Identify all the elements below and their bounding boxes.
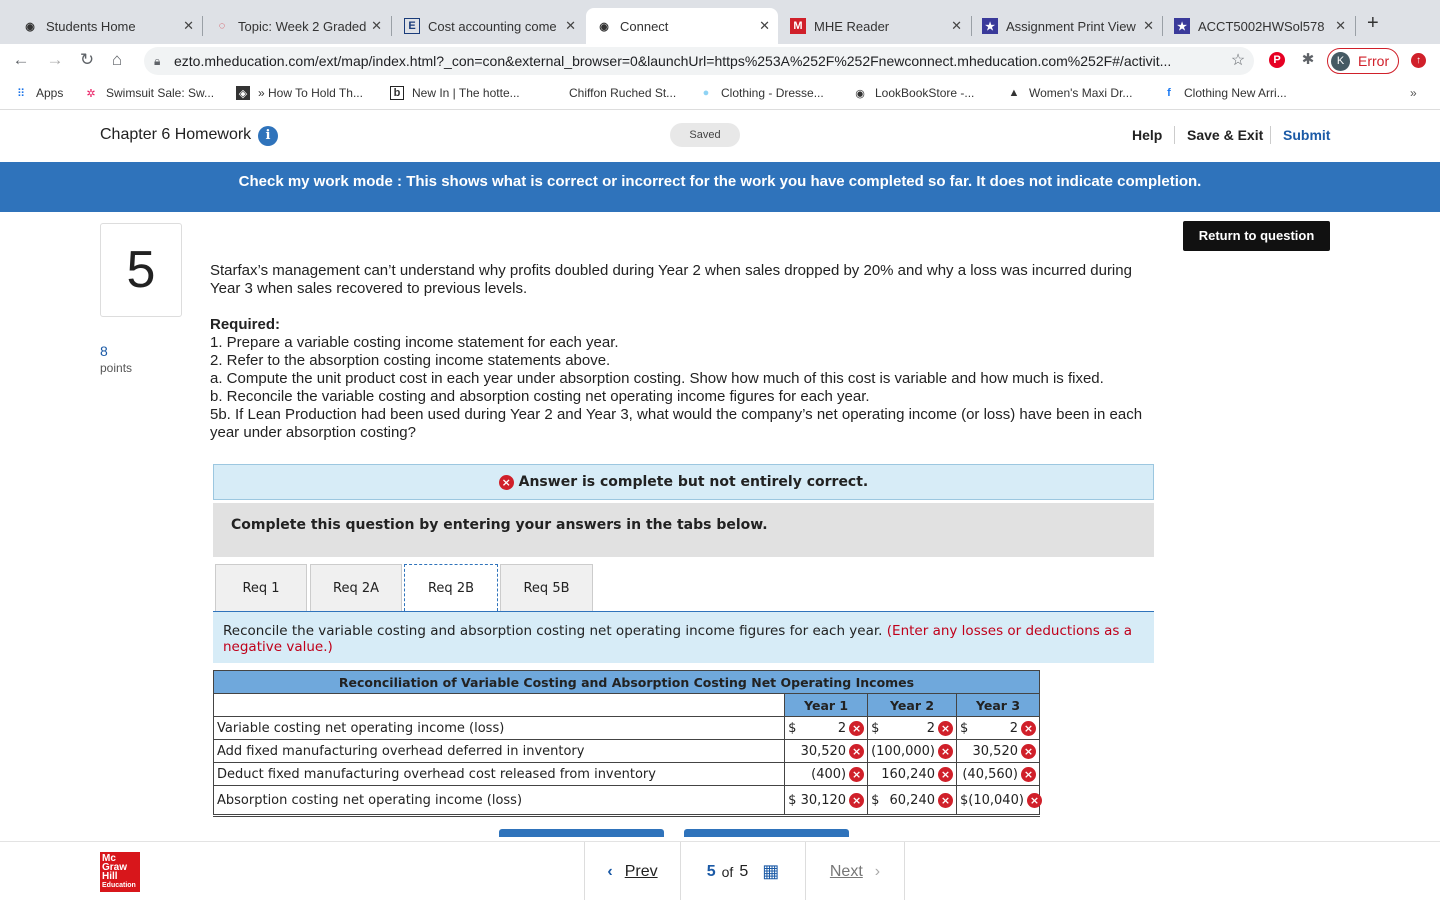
table-title: Reconciliation of Variable Costing and Absorption Costing Net Operating Incomes	[214, 671, 1040, 694]
incorrect-icon: ×	[1027, 793, 1042, 808]
row-label: Deduct fixed manufacturing overhead cost released from inventory	[214, 763, 785, 786]
incorrect-icon: ×	[938, 744, 953, 759]
incorrect-icon: ×	[849, 793, 864, 808]
tab-instruction	[213, 611, 1154, 663]
incorrect-icon: ×	[938, 721, 953, 736]
mcgraw-hill-logo: Mc Graw Hill Education	[100, 852, 140, 892]
saved-status: Saved	[670, 123, 740, 147]
year-header: Year 2	[868, 694, 957, 717]
m-icon: M	[790, 18, 806, 34]
bookmarks-bar	[0, 78, 1440, 110]
required-item: 5b. If Lean Production had been used during Year 2 and Year 3, what would the company’s net operating income (or loss) have been in each year under absorption costing?	[210, 406, 1143, 441]
grid-icon[interactable]: ▦	[762, 861, 780, 881]
triangle-icon: ▲	[1008, 87, 1020, 99]
answer-cell[interactable]: $ (10,040) ×	[957, 786, 1040, 816]
bookmark-item[interactable]: ▲ Women's Maxi Dr...	[1008, 86, 1133, 100]
incorrect-icon: ×	[1021, 767, 1036, 782]
question-number: 5	[100, 223, 182, 317]
close-icon[interactable]: ✕	[183, 18, 194, 33]
points-value: 8	[100, 343, 108, 359]
complete-instructions: Complete this question by entering your answers in the tabs below.	[213, 503, 1154, 557]
row-label: Add fixed manufacturing overhead deferred in inventory	[214, 740, 785, 763]
forward-icon[interactable]: →	[46, 50, 64, 69]
apps-grid-icon: ⠿	[16, 87, 26, 100]
answer-status-bar	[213, 464, 1154, 500]
address-bar[interactable]	[144, 47, 1254, 75]
tab-req-5b[interactable]: Req 5B	[500, 564, 593, 611]
tab-req-2b[interactable]: Req 2B	[404, 564, 498, 611]
e-icon: E	[404, 18, 420, 34]
answer-cell[interactable]: $ 2 ×	[957, 717, 1040, 740]
lock-icon: 🔒︎	[154, 54, 161, 68]
incorrect-icon: ×	[938, 793, 953, 808]
incorrect-icon: ×	[849, 744, 864, 759]
facebook-icon: f	[1167, 87, 1171, 99]
bookmark-apps[interactable]: ⠿ Apps	[14, 86, 63, 100]
reconciliation-table	[213, 670, 1040, 817]
instruction-note: (Enter any losses or deductions as a negative value.)	[223, 623, 1132, 655]
globe-icon: ◉	[855, 87, 865, 100]
browser-tab[interactable]: ◉ Students Home ✕	[12, 8, 202, 44]
extensions-icon[interactable]: ✱	[1301, 51, 1315, 68]
back-icon[interactable]: ←	[12, 50, 30, 69]
close-icon[interactable]: ✕	[759, 18, 770, 33]
required-label: Required:	[210, 316, 281, 333]
answer-cell[interactable]: 30,520 ×	[785, 740, 868, 763]
globe-icon: ◉	[25, 20, 35, 33]
answer-cell[interactable]: $ 30,120 ×	[785, 786, 868, 816]
required-item: 2. Refer to the absorption costing income statements above.	[210, 352, 611, 369]
footer-nav	[0, 841, 1440, 900]
tab-req-1[interactable]: Req 1	[215, 564, 307, 611]
table-row	[214, 717, 1040, 740]
chevron-right-icon: ›	[874, 862, 881, 880]
home-icon[interactable]: ⌂	[111, 50, 123, 69]
browser-tab[interactable]: ◌ Topic: Week 2 Graded ✕	[204, 8, 390, 44]
incorrect-icon: ×	[849, 721, 864, 736]
page-title: Chapter 6 Homework	[100, 126, 252, 143]
return-to-question-button[interactable]: Return to question	[1183, 221, 1330, 251]
close-icon[interactable]: ✕	[1143, 18, 1154, 33]
browser-toolbar	[0, 44, 1440, 78]
tab-req-2a[interactable]: Req 2A	[310, 564, 402, 611]
bookmark-star-icon[interactable]: ☆	[1230, 52, 1246, 69]
info-icon[interactable]: i	[258, 126, 278, 146]
year-header: Year 3	[957, 694, 1040, 717]
table-row	[214, 763, 1040, 786]
answer-cell[interactable]: $ 2 ×	[785, 717, 868, 740]
submit-link[interactable]: Submit	[1283, 127, 1331, 143]
answer-cell[interactable]: 30,520 ×	[957, 740, 1040, 763]
browser-tab[interactable]: E Cost accounting come ✕	[394, 8, 584, 44]
answer-status-text: Answer is complete but not entirely correct.	[518, 474, 869, 490]
answer-cell[interactable]: $ 2 ×	[868, 717, 957, 740]
year-header: Year 1	[785, 694, 868, 717]
pinterest-icon[interactable]: P	[1269, 52, 1285, 68]
update-icon[interactable]: ↑	[1411, 53, 1426, 68]
table-row	[214, 786, 1040, 816]
b-icon: b	[390, 86, 404, 100]
incorrect-icon: ×	[849, 767, 864, 782]
app-header	[0, 110, 1440, 162]
answer-cell[interactable]: $ 60,240 ×	[868, 786, 957, 816]
incorrect-icon: ×	[938, 767, 953, 782]
browser-tab-strip	[0, 0, 1440, 44]
required-item: a. Compute the unit product cost in each year under absorption costing. Show how much of this cost is variable and how much is fixed.	[210, 370, 1104, 387]
instruction-text: Reconcile the variable costing and absorption costing net operating income figures for each year.	[223, 623, 883, 639]
flower-icon: ✲	[86, 87, 96, 100]
profile-status: Error	[1358, 53, 1390, 69]
check-work-banner: Check my work mode : This shows what is correct or incorrect for the work you have completed so far. It does not indicate completion.	[0, 162, 1440, 212]
chevron-left-icon: ‹	[607, 862, 613, 880]
bookmark-item[interactable]: b New In | The hotte...	[390, 86, 520, 100]
browser-tab[interactable]: M MHE Reader ✕	[780, 8, 970, 44]
spinner-icon: ◌	[218, 20, 226, 32]
table-row	[214, 740, 1040, 763]
star-icon: ★	[1174, 18, 1190, 34]
browser-tab[interactable]: ★ Assignment Print View ✕	[972, 8, 1162, 44]
bookmark-item[interactable]: f Clothing New Arri...	[1162, 86, 1287, 100]
question-intro: Starfax’s management can’t understand why profits doubled during Year 2 when sales dropped by 20% and why a loss was incurred during Year 3 when sales recovered to previous levels.	[210, 262, 1132, 297]
prev-tab-button[interactable]	[499, 829, 664, 837]
page-indicator[interactable]: 5 of 5 ▦	[680, 842, 805, 900]
next-tab-button[interactable]	[684, 829, 849, 837]
save-exit-link[interactable]: Save & Exit	[1187, 127, 1264, 143]
incorrect-icon: ×	[1021, 721, 1036, 736]
browser-tab-active[interactable]: ◉ Connect ✕	[586, 8, 778, 44]
avatar: K	[1331, 52, 1350, 71]
site-icon: ◈	[236, 86, 250, 100]
answer-cell[interactable]: (400) ×	[785, 763, 868, 786]
incorrect-icon: ×	[499, 475, 514, 490]
cloud-icon: ●	[702, 87, 710, 99]
required-item: b. Reconcile the variable costing and absorption costing net operating income figures for each year.	[210, 388, 870, 405]
next-button[interactable]: Next ›	[805, 842, 905, 900]
browser-tab[interactable]: ★ ACCT5002HWSol578 ✕	[1164, 8, 1354, 44]
close-icon[interactable]: ✕	[1335, 18, 1346, 33]
bookmarks-more[interactable]: »	[1410, 86, 1417, 100]
row-label: Variable costing net operating income (loss)	[214, 717, 785, 740]
answer-cell[interactable]: (100,000) ×	[868, 740, 957, 763]
new-tab-button[interactable]: +	[1367, 12, 1379, 34]
prev-button[interactable]: ‹ Prev	[584, 842, 680, 900]
star-icon: ★	[982, 18, 998, 34]
points-label: points	[100, 361, 133, 375]
close-icon[interactable]: ✕	[951, 18, 962, 33]
required-item: 1. Prepare a variable costing income statement for each year.	[210, 334, 619, 351]
url-text: ezto.mheducation.com/ext/map/index.html?_con=con&external_browser=0&launchUrl=https%253A%252F%252Fnewconnect.mheducation.com%252F#/activit...	[174, 53, 1172, 69]
bookmark-item[interactable]: Chiffon Ruched St...	[569, 86, 677, 100]
bookmark-item[interactable]: ● Clothing - Dresse...	[699, 86, 824, 100]
close-icon[interactable]: ✕	[371, 18, 382, 33]
bookmark-item[interactable]: ◉ LookBookStore -...	[853, 86, 974, 100]
close-icon[interactable]: ✕	[565, 18, 576, 33]
help-link[interactable]: Help	[1132, 127, 1163, 143]
row-label: Absorption costing net operating income (loss)	[214, 786, 785, 816]
reload-icon[interactable]: ↻	[79, 50, 95, 69]
incorrect-icon: ×	[1021, 744, 1036, 759]
bookmark-item[interactable]: ✲ Swimsuit Sale: Sw...	[84, 86, 214, 100]
globe-icon: ◉	[599, 20, 609, 33]
answer-cell[interactable]: (40,560) ×	[957, 763, 1040, 786]
answer-cell[interactable]: 160,240 ×	[868, 763, 957, 786]
profile-button[interactable]	[1327, 48, 1399, 74]
bookmark-item[interactable]: ◈ » How To Hold Th...	[236, 86, 363, 100]
